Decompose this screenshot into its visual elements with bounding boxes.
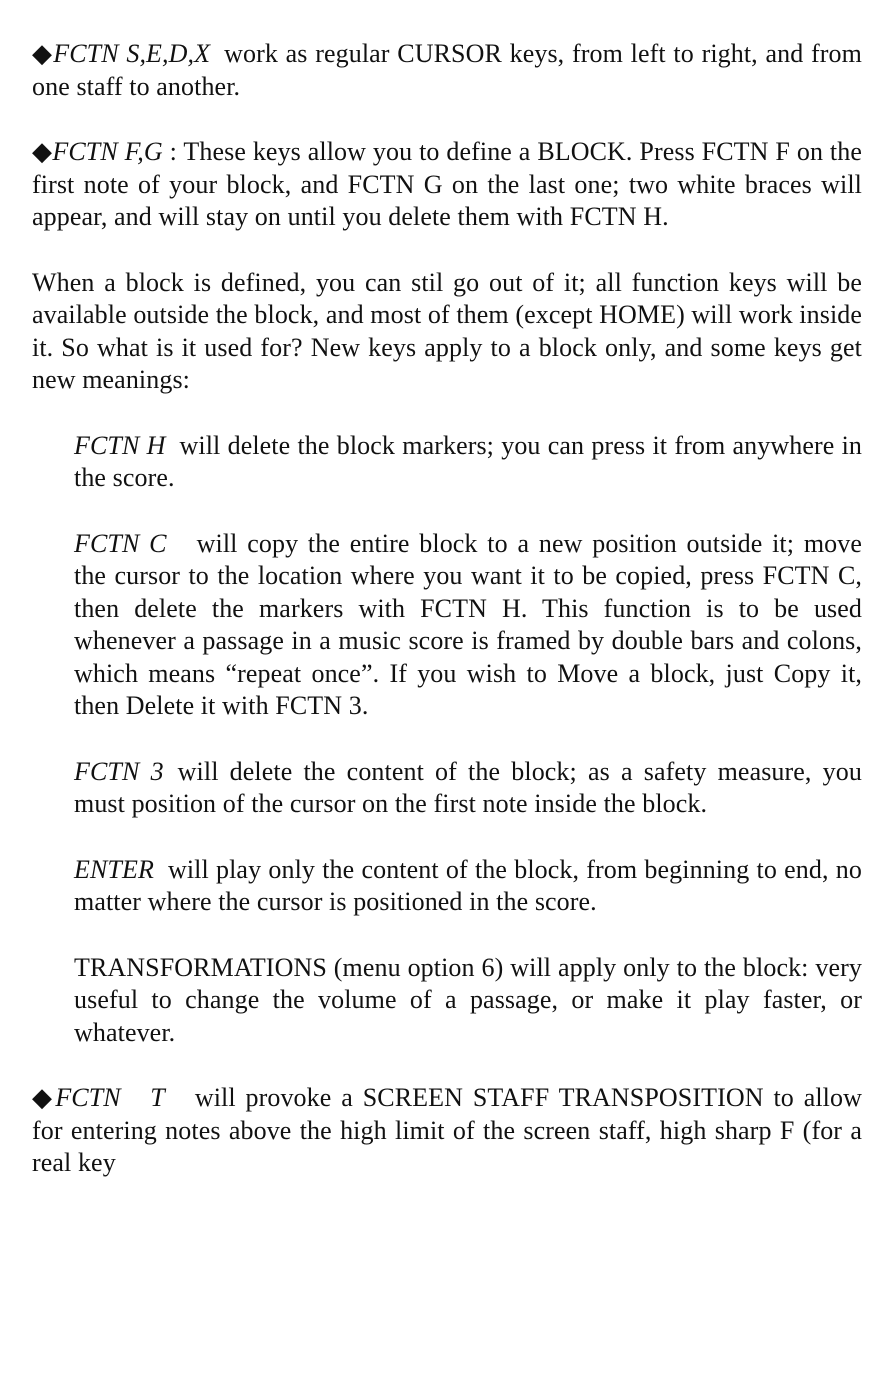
diamond-bullet-icon: ◆ bbox=[32, 39, 54, 68]
paragraph-text: work as regular CURSOR keys, from left to right, and from one staff to another. bbox=[32, 39, 862, 101]
key-fctn-h: FCTN H bbox=[74, 430, 166, 460]
key-fctn-c: FCTN C bbox=[74, 528, 167, 558]
key-fctn-t: FCTN T bbox=[55, 1083, 165, 1112]
paragraph-cursor-keys bbox=[32, 38, 862, 103]
paragraph-text: will play only the content of the block, from beginning to end, no matter where the cursor is positioned in the score. bbox=[74, 854, 862, 916]
paragraph-fctn-c bbox=[74, 528, 862, 723]
paragraph-text: : These keys allow you to define a BLOCK. Press FCTN F on the first note of your block, and FCTN G on the last one; two white braces will appear, and will stay on until you delete them with FCTN H. bbox=[32, 137, 862, 231]
paragraph-text: will copy the entire block to a new position outside it; move the cursor to the location where you want it to be copied, press FCTN C, then delete the markers with FCTN H. This function is to be used whenever a passage in a music score is framed by double bars and colons, which means “repeat once”. If you wish to Move a block, just Copy it, then Delete it with FCTN 3. bbox=[74, 528, 862, 720]
paragraph-block-keys bbox=[32, 136, 862, 234]
diamond-bullet-icon: ◆ bbox=[32, 1083, 56, 1112]
key-fctn-fg: FCTN F,G bbox=[52, 137, 163, 166]
key-enter: ENTER bbox=[74, 854, 154, 884]
paragraph-fctn-t bbox=[32, 1082, 862, 1180]
paragraph-text: will provoke a SCREEN STAFF TRANSPOSITION to allow for entering notes above the high limit of the screen staff, high sharp F (for a real key bbox=[32, 1083, 862, 1177]
key-fctn-3: FCTN 3 bbox=[74, 756, 164, 786]
paragraph-enter bbox=[74, 854, 862, 919]
paragraph-fctn-h bbox=[74, 430, 862, 495]
paragraph-text: will delete the content of the block; as a safety measure, you must position of the cursor on the first note inside the block. bbox=[74, 756, 862, 818]
paragraph-text: will delete the block markers; you can press it from anywhere in the score. bbox=[74, 430, 863, 492]
paragraph-text: TRANSFORMATIONS (menu option 6) will apply only to the block: very useful to change the volume of a passage, or make it play faster, or whatever. bbox=[74, 952, 862, 1047]
paragraph-text: When a block is defined, you can stil go out of it; all function keys will be available outside the block, and most of them (except HOME) will work inside it. So what is it used for? New keys apply to a block only, and some keys get new meanings: bbox=[32, 267, 863, 394]
paragraph-transformations bbox=[74, 952, 862, 1050]
paragraph-block-defined bbox=[32, 267, 862, 397]
paragraph-fctn-3 bbox=[74, 756, 862, 821]
diamond-bullet-icon: ◆ bbox=[32, 137, 53, 166]
key-fctn-sedx: FCTN S,E,D,X bbox=[53, 39, 211, 68]
manual-page bbox=[32, 38, 862, 1180]
